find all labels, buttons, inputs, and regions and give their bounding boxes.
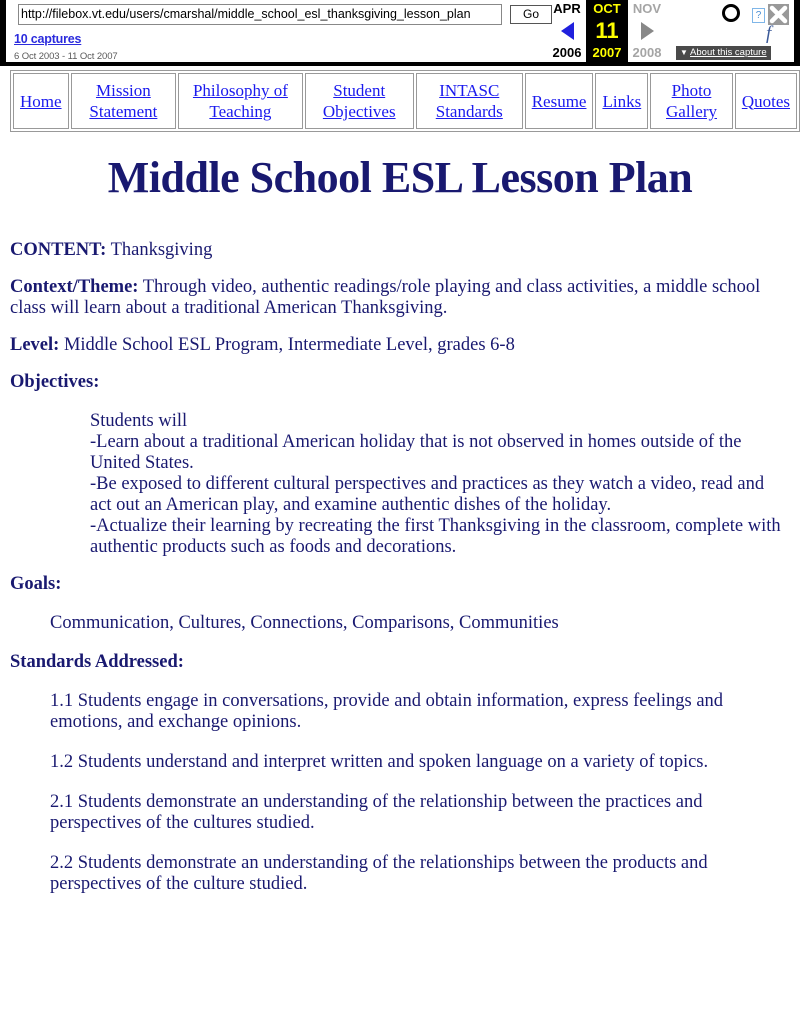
standards-heading: Standards Addressed: bbox=[10, 652, 184, 672]
nav-link-intasc-standards[interactable]: INTASC Standards bbox=[435, 81, 503, 121]
nav-cell-philosophy-of-teaching[interactable] bbox=[178, 73, 302, 129]
captures-count-link[interactable]: 10 captures bbox=[14, 32, 82, 46]
next-capture-arrow-icon[interactable] bbox=[641, 22, 654, 40]
nav-cell-intasc-standards[interactable] bbox=[416, 73, 523, 129]
content-paragraph bbox=[10, 240, 790, 261]
prev-year-label: 2006 bbox=[552, 45, 582, 60]
nav-link-student-objectives[interactable]: Student Objectives bbox=[322, 81, 396, 121]
objective-item: -Learn about a traditional American holiday that is not observed in homes outside of the United States. bbox=[90, 432, 742, 473]
site-nav bbox=[0, 66, 800, 132]
objectives-list bbox=[90, 411, 790, 558]
about-caret-icon: ▼ bbox=[680, 48, 688, 57]
goals-text: Communication, Cultures, Connections, Comparisons, Communities bbox=[50, 613, 559, 633]
next-year-label: 2008 bbox=[632, 45, 662, 60]
close-toolbar-button[interactable] bbox=[768, 4, 789, 25]
nav-link-resume[interactable]: Resume bbox=[531, 91, 587, 111]
about-this-capture-label: About this capture bbox=[690, 47, 767, 58]
objective-item: Students will bbox=[90, 411, 188, 431]
objectives-heading: Objectives: bbox=[10, 372, 100, 392]
nav-cell-home[interactable] bbox=[13, 73, 69, 129]
wayback-go-button[interactable]: Go bbox=[510, 5, 552, 24]
wayback-date-navigator bbox=[548, 0, 666, 62]
prev-month-label: APR bbox=[553, 1, 581, 16]
level-paragraph bbox=[10, 335, 790, 356]
broken-image-icon: ? bbox=[752, 8, 765, 23]
context-theme-value: Through video, authentic readings/role playing and class activities, a middle school class will learn about a traditional American Thanksgiving. bbox=[10, 277, 761, 318]
nav-link-photo-gallery[interactable]: Photo Gallery bbox=[666, 81, 717, 121]
standard-item: 1.2 Students understand and interpret written and spoken language on a variety of topics. bbox=[50, 752, 709, 772]
current-month-label: OCT bbox=[593, 1, 621, 16]
nav-cell-links[interactable] bbox=[595, 73, 648, 129]
nav-link-links[interactable]: Links bbox=[602, 91, 642, 111]
wayback-toolbar bbox=[0, 0, 800, 66]
nav-cell-mission-statement[interactable] bbox=[71, 73, 177, 129]
nav-cell-photo-gallery[interactable] bbox=[650, 73, 733, 129]
prev-capture-arrow-icon[interactable] bbox=[561, 22, 574, 40]
wayback-url-input[interactable] bbox=[18, 4, 502, 25]
nav-link-home[interactable]: Home bbox=[20, 91, 62, 111]
standard-item: 1.1 Students engage in conversations, provide and obtain information, express feelings and emotions, and exchange opinions. bbox=[50, 691, 724, 732]
nav-row bbox=[13, 73, 797, 129]
wayback-captures-block bbox=[14, 30, 118, 62]
content-label: CONTENT: bbox=[10, 240, 107, 260]
next-month-label: NOV bbox=[632, 1, 662, 16]
wayback-toolbar-icons bbox=[716, 2, 796, 48]
objective-item: -Be exposed to different cultural perspectives and practices as they watch a video, read and act out an American play, and examine authentic dishes of the holiday. bbox=[90, 474, 765, 515]
wayback-url-row bbox=[18, 4, 552, 25]
nav-table bbox=[10, 70, 800, 132]
context-theme-paragraph bbox=[10, 277, 790, 319]
nav-link-philosophy-of-teaching[interactable]: Philosophy of Teaching bbox=[192, 81, 288, 121]
standard-item: 2.1 Students demonstrate an understanding of the relationship between the practices and perspectives of the cultures studied. bbox=[50, 792, 703, 833]
wayback-logo-icon bbox=[722, 4, 740, 22]
current-year-label: 2007 bbox=[592, 45, 622, 60]
facebook-share-icon[interactable]: f bbox=[766, 23, 772, 44]
nav-cell-resume[interactable] bbox=[525, 73, 594, 129]
standard-item: 2.2 Students demonstrate an understanding of the relationships between the products and perspectives of the culture studied. bbox=[50, 853, 708, 894]
content-value: Thanksgiving bbox=[106, 240, 213, 260]
level-label: Level: bbox=[10, 335, 60, 355]
objective-item: -Actualize their learning by recreating the first Thanksgiving in the classroom, complete with authentic products such as foods and decorations. bbox=[90, 516, 781, 557]
prev-capture-column[interactable] bbox=[548, 0, 586, 62]
current-capture-column bbox=[586, 0, 628, 62]
captures-date-range: 6 Oct 2003 - 11 Oct 2007 bbox=[14, 51, 118, 62]
next-capture-column[interactable] bbox=[628, 0, 666, 62]
context-theme-label: Context/Theme: bbox=[10, 277, 139, 297]
toolbar-left-edge bbox=[0, 0, 6, 62]
nav-cell-quotes[interactable] bbox=[735, 73, 797, 129]
goals-heading: Goals: bbox=[10, 574, 62, 594]
nav-link-mission-statement[interactable]: Mission Statement bbox=[89, 81, 158, 121]
close-icon bbox=[768, 4, 789, 25]
current-day-label: 11 bbox=[595, 18, 619, 43]
level-value: Middle School ESL Program, Intermediate Level, grades 6-8 bbox=[59, 335, 515, 355]
page-title: Middle School ESL Lesson Plan bbox=[107, 153, 693, 202]
nav-link-quotes[interactable]: Quotes bbox=[741, 91, 790, 111]
nav-cell-student-objectives[interactable] bbox=[305, 73, 414, 129]
about-this-capture-button[interactable] bbox=[676, 46, 771, 60]
lesson-plan-content bbox=[0, 150, 800, 924]
